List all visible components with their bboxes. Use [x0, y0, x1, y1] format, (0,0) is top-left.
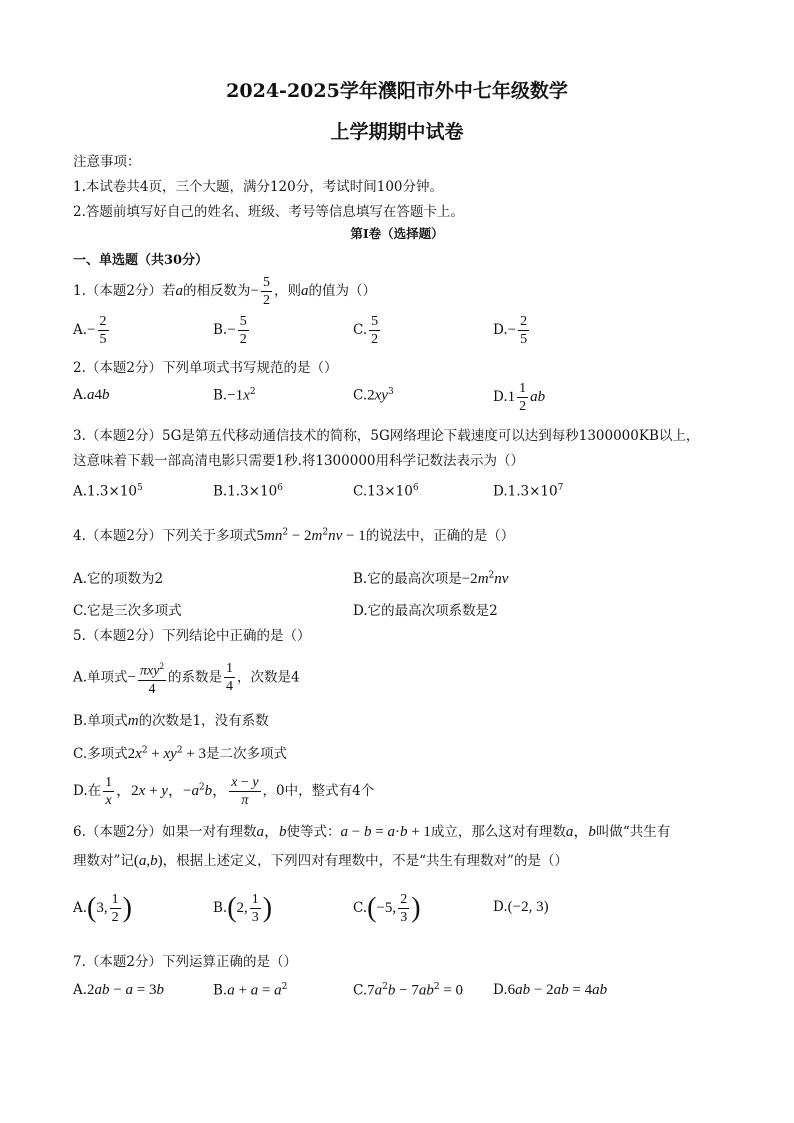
question-text: 下列结论中正确的是 [161, 628, 284, 644]
math: a [387, 824, 395, 840]
math: − [109, 982, 126, 998]
question-number: 1. [73, 283, 86, 299]
option-label: A. [73, 982, 88, 998]
exponent: 7 [557, 483, 564, 493]
answer-paren: （） [348, 283, 376, 299]
math: 2 [433, 982, 440, 992]
q7-option-b[interactable] [213, 982, 287, 1000]
option-label: A. [73, 387, 88, 403]
answer-paren: （） [269, 954, 297, 970]
math: 2 [281, 982, 288, 992]
math: b [399, 824, 408, 840]
question-6-line-1 [73, 820, 670, 841]
q5-option-a[interactable] [73, 658, 300, 698]
question-number: 3. [73, 428, 86, 444]
question-number: 7. [73, 954, 86, 970]
math: b [387, 982, 396, 999]
q3-option-d[interactable] [493, 483, 563, 500]
question-text: 下列运算正确的是 [161, 954, 270, 970]
question-1 [73, 274, 376, 309]
math: a [340, 824, 348, 840]
math: − 2 [530, 982, 554, 998]
q2-option-c[interactable] [353, 387, 394, 405]
math: = [258, 982, 275, 999]
math: 2 [322, 527, 329, 538]
math: a [274, 982, 282, 999]
q5-option-c[interactable] [73, 742, 287, 763]
math: a [87, 387, 95, 403]
exam-subtitle: 上学期期中试卷 [330, 121, 464, 143]
score-prefix: （本题2分） [85, 954, 162, 970]
math: ab [515, 982, 531, 998]
math: 7 [367, 982, 375, 999]
option-label: B. [213, 387, 228, 404]
math: xy [374, 387, 388, 404]
math: mn [263, 528, 283, 544]
option-label: C. [353, 900, 368, 916]
math: 2 [127, 746, 136, 762]
fraction: $\frac{1}{3}$ [251, 892, 259, 925]
part-title: 第I卷（选择题） [350, 226, 444, 241]
math: ， [263, 824, 279, 840]
math: b [279, 824, 287, 840]
math: b [150, 853, 158, 869]
option-label: A.单项式 [73, 669, 128, 686]
math: (−2, 3) [507, 899, 549, 915]
q6-option-d[interactable] [493, 899, 549, 916]
question-2 [73, 356, 337, 376]
option-label: B. [213, 900, 228, 916]
q4-option-d[interactable]: D.它的最高次项系数是2 [353, 603, 498, 619]
fraction: $\frac{\pi xy^2}{4}$ [138, 658, 166, 698]
option-label: D. [493, 899, 508, 915]
option-label: A. [73, 900, 88, 916]
q2-option-a[interactable] [73, 387, 110, 404]
math: − [87, 322, 96, 338]
option-label: B. [213, 982, 228, 999]
question-4 [73, 524, 514, 545]
option-label: A. [73, 322, 88, 338]
option-label: C. [353, 322, 368, 338]
math: ab [94, 982, 110, 998]
math: ( [133, 853, 139, 869]
math: − 7 [395, 982, 419, 999]
math: · [394, 824, 400, 840]
score-prefix: （本题2分） [85, 428, 162, 444]
math: − [507, 322, 517, 338]
math: 3 [387, 387, 394, 397]
question-7 [73, 950, 297, 970]
fraction: $\frac{2}{3}$ [400, 892, 408, 925]
q6-option-b[interactable] [213, 891, 272, 926]
fraction: $\frac{1}{2}$ [519, 381, 527, 414]
question-text: 使等式： [286, 824, 341, 840]
math: ( [367, 892, 377, 924]
option-text: 是二次多项式 [206, 746, 288, 762]
question-number: 2. [73, 360, 86, 376]
math: b [102, 387, 110, 403]
q1-option-d[interactable] [493, 313, 531, 348]
math: nv [494, 571, 509, 587]
question-text: 如果一对有理数 [161, 824, 257, 840]
q6-option-a[interactable] [73, 891, 132, 926]
math: 5 [256, 528, 264, 544]
question-3-line-2 [73, 449, 524, 469]
fraction: $\frac{2}{5}$ [99, 314, 107, 347]
question-6-line-2 [73, 849, 568, 870]
fraction: $\frac{5}{2}$ [262, 275, 270, 308]
math: − 2 [288, 528, 312, 544]
score-prefix: （本题2分） [85, 628, 162, 644]
option-label: D. [493, 982, 508, 998]
question-number: 4. [73, 528, 86, 544]
option-label: B.它的最高次项是 [353, 571, 462, 587]
math: 2 [382, 982, 388, 992]
question-text: ，根据上述定义，下列四对有理数中，不是“共生有理数对”的是 [162, 853, 541, 869]
math: ( [87, 892, 97, 924]
question-5 [73, 624, 310, 644]
math: , [146, 853, 151, 869]
math: b [363, 824, 372, 840]
math: x [138, 783, 146, 799]
math: + [147, 746, 164, 762]
math: y [161, 783, 168, 799]
math: a [175, 283, 183, 299]
math: −2 [461, 571, 478, 587]
q3-option-a[interactable] [73, 483, 143, 500]
q5-option-d[interactable] [73, 774, 374, 809]
answer-paren: （） [310, 360, 338, 376]
math: = 4 [568, 982, 593, 998]
q1-option-c[interactable] [353, 313, 382, 348]
math: + [145, 783, 162, 799]
math: ab [530, 389, 546, 405]
math: − 1 [342, 528, 366, 544]
option-label: C.多项式 [73, 746, 128, 762]
math: + 1 [407, 824, 431, 840]
option-label: D.1.3×10 [493, 483, 558, 500]
fraction: $\frac{5}{2}$ [239, 314, 247, 347]
question-text: 下列关于多项式 [161, 528, 257, 544]
question-text: ，则 [273, 283, 301, 299]
score-prefix: （本题2分） [85, 528, 162, 544]
option-label: B.单项式 [73, 713, 128, 729]
question-text: 的值为 [308, 283, 349, 299]
math: ，2 [116, 783, 139, 799]
q3-option-b[interactable] [213, 483, 283, 500]
math: nv [328, 528, 343, 544]
q1-option-a[interactable] [73, 313, 111, 348]
math: ab [553, 982, 569, 998]
answer-paren: （） [497, 453, 525, 469]
option-text: ，0中，整式有4个 [262, 783, 375, 799]
math: a [138, 853, 147, 869]
math: a [250, 982, 259, 999]
question-text: 成立，那么这对有理数 [430, 824, 566, 840]
math: −5, [376, 900, 397, 916]
score-prefix: （本题2分） [85, 360, 162, 376]
math: xy [163, 746, 177, 762]
fraction: $\frac{2}{5}$ [520, 314, 528, 347]
math: − [348, 824, 364, 840]
option-label: B.1.3×10 [213, 483, 278, 500]
math: 2 [176, 745, 183, 756]
math: − [227, 322, 236, 338]
math: 3, [96, 900, 108, 916]
math: ab [592, 982, 608, 998]
option-label: B. [213, 322, 228, 338]
math: ， [573, 824, 589, 840]
section-title: 一、单选题（共30分） [73, 253, 209, 268]
math: = [371, 824, 388, 840]
q2-option-b[interactable] [213, 387, 256, 405]
score-prefix: （本题2分） [85, 283, 162, 299]
q2-option-d[interactable] [493, 380, 545, 415]
math: ab [418, 982, 434, 999]
option-label: A.1.3×10 [73, 483, 137, 500]
math: = 0 [439, 982, 464, 999]
math: 2 [249, 387, 256, 397]
exponent: 6 [412, 483, 419, 493]
notes-heading: 注意事项： [73, 154, 141, 170]
exam-title: 2024-2025学年濮阳市外中七年级数学 [226, 80, 568, 102]
option-label: D. [493, 322, 508, 338]
exponent: 5 [137, 483, 143, 493]
math: b [204, 783, 213, 799]
math: ( [227, 892, 237, 924]
fraction: $\frac{1}{x}$ [105, 775, 113, 808]
math: a [374, 982, 383, 999]
score-prefix: （本题2分） [85, 824, 162, 840]
math: 2 [87, 982, 95, 998]
math: ) [122, 892, 132, 924]
math: ) [411, 892, 421, 924]
question-text: 下列单项式书写规范的是 [161, 360, 311, 376]
q7-option-d[interactable] [493, 982, 607, 999]
math: 2, [236, 900, 248, 916]
math: b [156, 982, 164, 998]
q7-option-a[interactable] [73, 982, 164, 999]
math: + [234, 982, 251, 999]
math: 6 [507, 982, 516, 998]
math: a [125, 982, 134, 998]
option-text: 的次数是1，没有系数 [138, 713, 269, 729]
q6-option-c[interactable] [353, 891, 421, 926]
q1-option-b[interactable] [213, 313, 251, 348]
question-text: 的相反数为 [182, 283, 251, 299]
note-2: 2.答题前填写好自己的姓名、班级、考号等信息填写在答题卡上。 [73, 204, 464, 220]
math: x [135, 746, 142, 762]
fraction: $\frac{5}{2}$ [371, 314, 379, 347]
question-text: 叫做“共生有 [595, 824, 671, 840]
question-3-line-1 [73, 424, 699, 444]
option-text: 的系数是 [167, 669, 222, 686]
option-label: C.13×10 [353, 483, 413, 500]
math: a [191, 783, 199, 799]
option-label: C. [353, 387, 368, 404]
math: x [243, 387, 250, 404]
question-number: 5. [73, 628, 86, 644]
math: = 3 [133, 982, 157, 998]
math: a [227, 982, 235, 999]
exponent: 6 [277, 483, 283, 493]
math: + 3 [182, 746, 207, 762]
math: 4 [94, 387, 103, 403]
question-text: 这意味着下载一部高清电影只需要1秒.将1300000用科学记数法表示为 [73, 453, 498, 469]
q4-option-b[interactable] [353, 567, 508, 588]
q4-option-c[interactable]: C.它是三次多项式 [73, 603, 182, 619]
question-number: 6. [73, 824, 86, 840]
option-label: D.在 [73, 783, 102, 799]
q4-option-a[interactable]: A.它的项数为2 [73, 571, 164, 587]
math: m [477, 571, 489, 587]
math: 2 [488, 570, 495, 581]
math: a [565, 824, 574, 840]
q5-option-b[interactable] [73, 709, 269, 730]
math: − [127, 669, 137, 686]
math: ) [157, 853, 163, 869]
math: a [256, 824, 264, 840]
answer-paren: （） [540, 853, 568, 869]
q7-option-c[interactable] [353, 982, 463, 1000]
question-text: 若 [161, 283, 176, 299]
math: 2 [141, 745, 148, 756]
math: ) [262, 892, 273, 924]
math: −1 [227, 387, 244, 404]
math: m [311, 528, 323, 544]
option-label: C. [353, 982, 368, 999]
math: 2 [367, 387, 375, 404]
math: − [250, 283, 259, 299]
math: 2 [198, 782, 205, 793]
math: 1 [507, 389, 516, 405]
math: a [300, 283, 309, 299]
question-text: 理数对”记 [73, 853, 134, 869]
fraction: $\frac{1}{4}$ [225, 661, 233, 695]
answer-paren: （） [283, 628, 311, 644]
math: ，− [167, 783, 192, 799]
math: m [127, 713, 139, 729]
question-text: 的说法中，正确的是 [365, 528, 488, 544]
option-label: D. [493, 389, 508, 405]
question-text: 5G是第五代移动通信技术的简称，5G网络理论下载速度可以达到每秒1300000KB以上， [161, 428, 700, 444]
fraction: $\frac{1}{2}$ [111, 892, 119, 925]
option-text: ，次数是4 [236, 669, 300, 686]
math: ， [212, 783, 228, 799]
note-1: 1.本试卷共4页，三个大题，满分120分，考试时间100分钟。 [73, 179, 444, 195]
fraction: $\frac{x - y}{\pi}$ [231, 775, 259, 808]
math: 2 [282, 527, 289, 538]
answer-paren: （） [487, 528, 515, 544]
q3-option-c[interactable] [353, 483, 419, 500]
math: b [588, 824, 596, 840]
